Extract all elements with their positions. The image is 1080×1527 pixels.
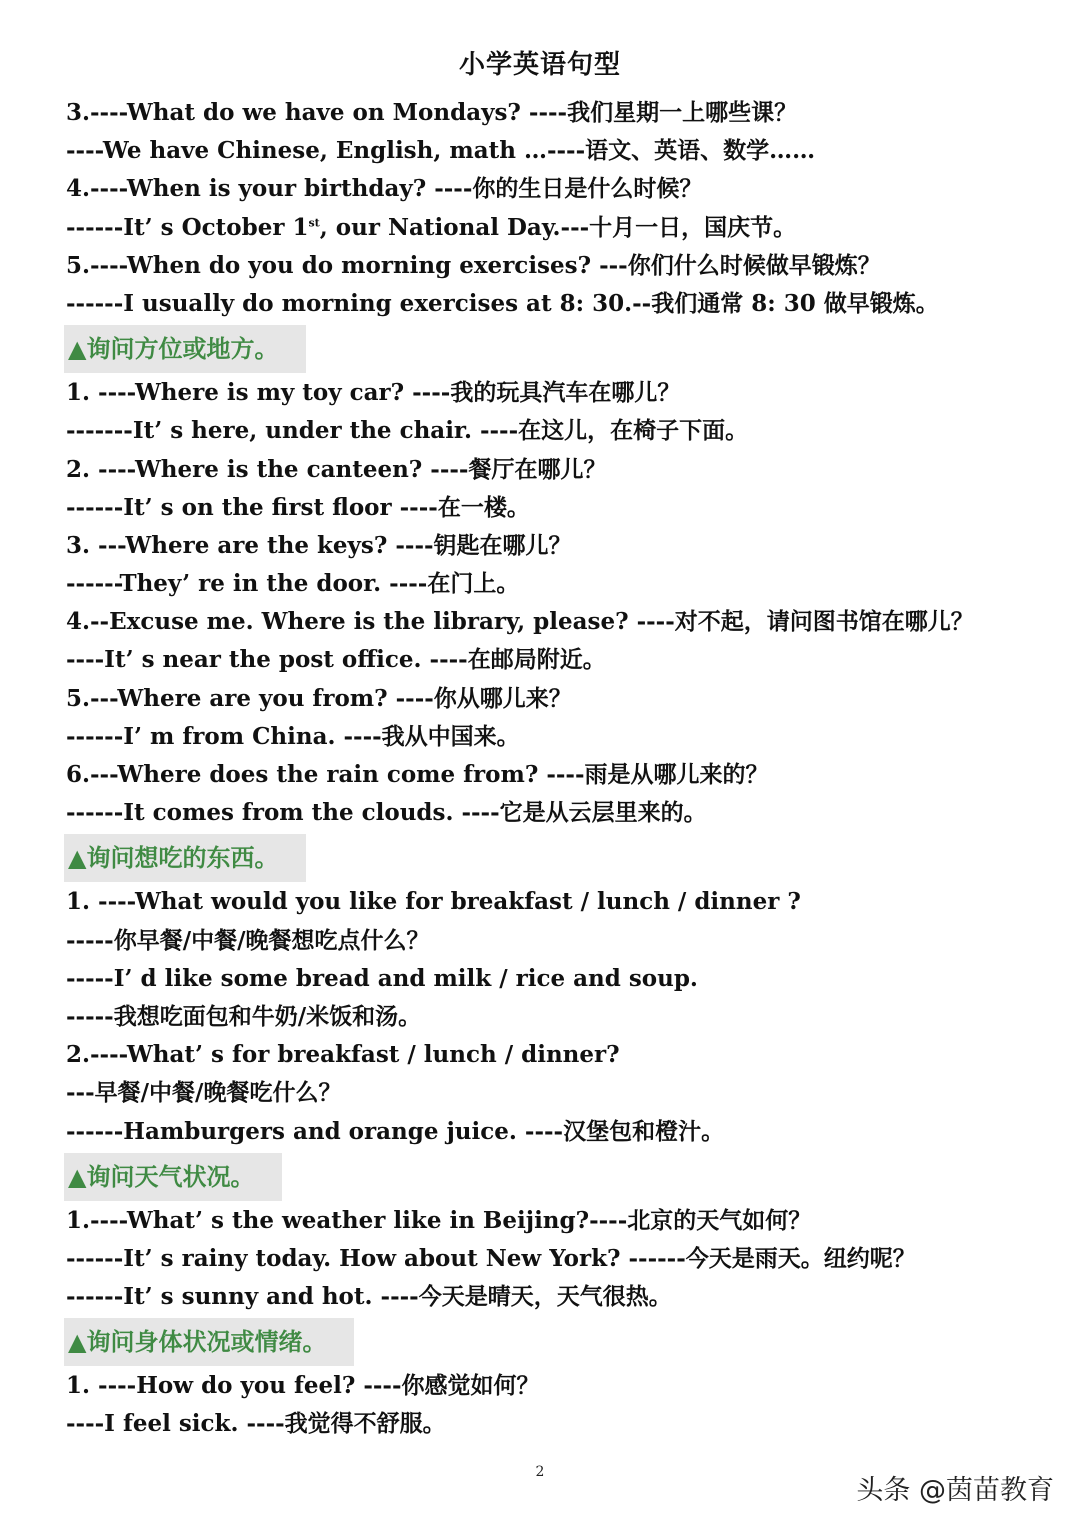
sentence-line: 4.----When is your birthday? ----你的生日是什么时候？ (66, 175, 703, 203)
sentence-line: 3. ---Where are the keys? ----钥匙在哪儿？ (66, 531, 572, 559)
section-heading-text: ▲询问方位或地方。 (64, 325, 306, 373)
sentence-line: 4.--Excuse me. Where is the library, please? ----对不起，请问图书馆在哪儿？ (66, 608, 974, 636)
sentence-line: ------I’ m from China. ----我从中国来。 (66, 722, 520, 750)
sentence-line: 3.----What do we have on Mondays? ----我们星期一上哪些课？ (66, 99, 798, 126)
sentence-line: ----It’ s near the post office. ----在邮局附近。 (66, 646, 606, 674)
sentence-line: -----我想吃面包和牛奶/米饭和汤。 (66, 1002, 422, 1030)
sentence-line: ----I feel sick. ----我觉得不舒服。 (66, 1410, 446, 1438)
document-body (66, 94, 1026, 1444)
section-heading-location (64, 325, 1026, 373)
sentence-line: ------I usually do morning exercises at 8: 30.--我们通常 8: 30 做早锻炼。 (66, 289, 939, 317)
section-heading-text: ▲询问想吃的东西。 (64, 834, 306, 882)
section-heading-text: ▲询问天气状况。 (64, 1153, 282, 1201)
sentence-line: 2. ----Where is the canteen? ----餐厅在哪儿？ (66, 455, 607, 483)
sentence-line: 1.----What’ s the weather like in Beijing?----北京的天气如何？ (66, 1206, 812, 1234)
sentence-line: ------It’ s on the first floor ----在一楼。 (66, 493, 530, 521)
page-number: 2 (535, 1464, 545, 1480)
section-heading-text: ▲询问身体状况或情绪。 (64, 1318, 354, 1366)
page-title: 小学英语句型 (458, 50, 621, 80)
sentence-line: 1. ----How do you feel? ----你感觉如何？ (66, 1372, 540, 1400)
section-heading-weather (64, 1153, 1026, 1201)
sentence-line: 2.----What’ s for breakfast / lunch / dinner? (66, 1041, 620, 1069)
section-heading-food (64, 834, 1026, 882)
sentence-line: ---早餐/中餐/晚餐吃什么？ (66, 1079, 342, 1107)
sentence-line: 1. ----Where is my toy car? ----我的玩具汽车在哪儿？ (66, 379, 681, 407)
sentence-line: ------Hamburgers and orange juice. ----汉堡包和橙汁。 (66, 1117, 725, 1145)
sentence-line: ----We have Chinese, English, math …----语文、英语、数学…… (66, 137, 816, 165)
ordinal-suffix: st (308, 215, 320, 229)
sentence-line: 6.---Where does the rain come from? ----雨是从哪儿来的？ (66, 761, 769, 788)
sentence-line: ------It comes from the clouds. ----它是从云层里来的。 (66, 799, 707, 827)
sentence-line: 1. ----What would you like for breakfast / lunch / dinner ? (66, 888, 801, 916)
sentence-line: ------It’ s rainy today. How about New York? ------今天是雨天。纽约呢？ (66, 1244, 916, 1272)
sentence-line: -----你早餐/中餐/晚餐想吃点什么？ (66, 926, 430, 954)
watermark: 头条 @茵苗教育 (856, 1475, 1054, 1506)
sentence-line: ------It’ s sunny and hot. ----今天是晴天，天气很热。 (66, 1283, 672, 1311)
sentence-line: ------They’ re in the door. ----在门上。 (66, 570, 520, 598)
section-heading-feelings (64, 1318, 1026, 1366)
october-text-after: , our National Day.---十月一日，国庆节。 (319, 213, 797, 241)
sentence-line: -----I’ d like some bread and milk / rice and soup. (66, 964, 698, 992)
sentence-line: -------It’ s here, under the chair. ----在这儿，在椅子下面。 (66, 417, 749, 445)
sentence-line: 5.----When do you do morning exercises? ---你们什么时候做早锻炼？ (66, 251, 881, 279)
sentence-line-october (66, 209, 1026, 247)
october-text-before: ------It’ s October 1 (66, 213, 309, 241)
sentence-line: 5.---Where are you from? ----你从哪儿来？ (66, 684, 572, 712)
